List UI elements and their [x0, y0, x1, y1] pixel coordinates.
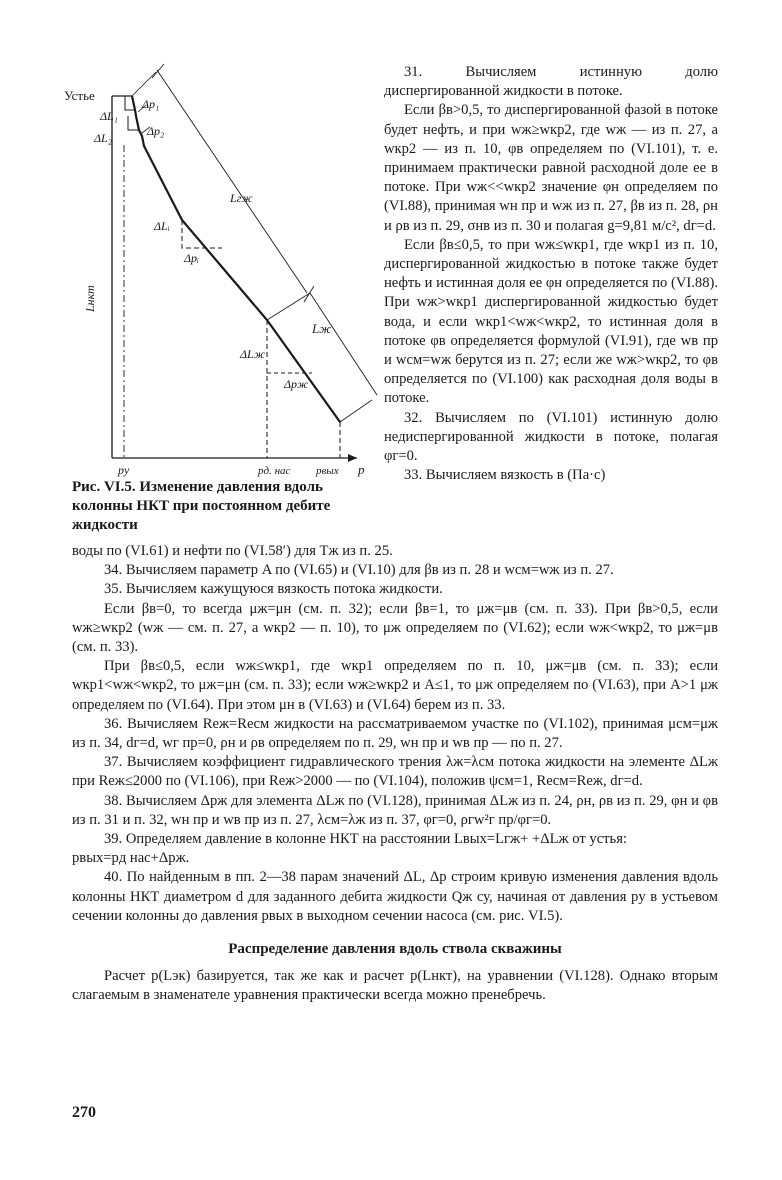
paragraph: Если βв≤0,5, то при wж≤wкр1, где wкр1 из п. 10, диспергированной жидкостью в потоке также будет нефть и истинная доля ее φн определяется по (VI.88). При wж>wкр1 диспергированной жидкостью будет вода, и если wкр1<wж<wкр2, то истинная доля в потоке φв определяется формулой (VI.91), где wв пр и wсм=wж берутся из п. 27; если же wж>wкр2, то φв определяется по (VI.100) как расходная доля воды в потоке.	[384, 236, 718, 407]
right-column-text	[384, 63, 718, 485]
paragraph: 37. Вычисляем коэффициент гидравлического трения λж=λсм потока жидкости на элементе ΔLж при Reж≤2000 по (VI.106), при Reж>2000 — по (VI.104), положив ψсм=1, Reсм=Reж, dг=d.	[72, 754, 718, 790]
paragraph: 32. Вычисляем по (VI.101) истинную долю недиспергированной жидкости в потоке, полагая φг=0.	[384, 409, 718, 465]
label-dp2: Δp₂	[147, 124, 165, 138]
label-pdnas: pд. нас	[258, 465, 291, 477]
label-lgzh: Lгж	[230, 191, 253, 205]
paragraph: 35. Вычисляем кажущуюся вязкость потока жидкости.	[104, 581, 443, 598]
pressure-curve	[132, 96, 340, 422]
label-top: Устье	[64, 88, 95, 103]
label-lnkt: Lнкт	[83, 285, 97, 312]
pressure-diagram-svg	[64, 50, 372, 477]
page-number: 270	[72, 1104, 96, 1121]
pressure-diagram-figure	[64, 50, 372, 477]
section-heading: Распределение давления вдоль ствола скважины	[228, 941, 562, 958]
label-dpzh: Δpж	[284, 377, 309, 391]
paragraph: Если βв=0, то всегда μж=μн (см. п. 32); если βв=1, то μж=μв (см. п. 33). При βв>0,5, если wж≥wкр2 (wж — см. п. 27, а wкр2 — п. 10), то μж определяем по (VI.62); если wж<wкр2, то μж=μв (см. п. 33).	[72, 600, 718, 656]
label-dlzh: ΔLж	[240, 347, 265, 361]
paragraph: 39. Определяем давление в колонне НКТ на расстоянии Lвых=Lгж+ +ΔLж от устья:	[104, 831, 627, 848]
paragraph: 36. Вычисляем Reж=Reсм жидкости на рассматриваемом участке по (VI.102), принимая μсм=μж из п. 34, dг=d, wг пр=0, ρн и ρв определяем по п. 29, wн пр и wв пр — по п. 27.	[72, 715, 718, 752]
formula-line: pвых=pд нас+Δpж.	[72, 850, 190, 867]
label-py: pу	[118, 463, 130, 477]
paragraph: Расчет p(Lэк) базируется, так же как и расчет p(Lнкт), на уравнении (VI.128). Однако вторым слагаемым в знаменателе уравнения практически всегда можно пренебречь.	[72, 968, 718, 1004]
paragraph: 33. Вычисляем вязкость в (Па·с)	[404, 467, 606, 484]
paragraph: воды по (VI.61) и нефти по (VI.58′) для Tж из п. 25.	[72, 543, 393, 559]
label-pvyh: pвых	[316, 465, 339, 477]
lgzh-dimension-line	[157, 70, 307, 293]
paragraph: 34. Вычисляем параметр A по (VI.65) и (VI.10) для βв из п. 28 и wсм=wж из п. 27.	[104, 562, 614, 579]
label-dpi: Δpᵢ	[184, 251, 199, 265]
full-width-text	[72, 542, 718, 1006]
lzh-dimension-line	[310, 293, 377, 395]
p-axis-arrow	[348, 454, 357, 462]
label-dl1: ΔL₁	[100, 109, 118, 123]
label-lzh: Lж	[312, 321, 332, 336]
paragraph: 40. По найденным в пп. 2—38 парам значений ΔL, Δp строим кривую изменения давления вдоль колонны НКТ диаметром d для заданного дебита жидкости Qж су, начиная от давления pу в устьевом сечении колонны до давления pвых в выходном сечении насоса (см. рис. VI.5).	[72, 869, 718, 924]
label-dli: ΔLᵢ	[154, 219, 170, 233]
label-dp1: Δp₁	[142, 97, 160, 111]
label-dl2: ΔL₂	[94, 131, 112, 145]
paragraph: При βв≤0,5, если wж≤wкр1, где wкр1 определяем по п. 10, μж=μв (см. п. 33); если wкр1<wж<wкр2, то μж=μн (см. п. 33); если wж≥wкр2 и A≤1, то μж определяем по (VI.63), при A>1 μж определяем по (VI.64). При этом μн в (VI.63) и (VI.64) берем из п. 33.	[72, 658, 718, 713]
paragraph: Если βв>0,5, то диспергированной фазой в потоке будет нефть, и при wж≥wкр2, где wж — из п. 27, а wкр2 — из п. 10, φв определяем по (VI.101), т. е. принимаем практически равной расходной доле ее в потоке. При wж<<wкр2 значение φн определяем по (VI.88), принимая wн пр и wж из п. 27, βв из п. 28, ρн и ρв из п. 29, σнв из п. 30 и полагая g=9,81 м/с², dг=d.	[384, 102, 718, 234]
figure-caption: Рис. VI.5. Изменение давления вдоль колонны НКТ при постоянном дебите жидкости	[72, 479, 331, 533]
label-p: p	[358, 462, 365, 477]
paragraph: 31. Вычисляем истинную долю диспергированной жидкости в потоке.	[384, 64, 718, 100]
paragraph: 38. Вычисляем Δpж для элемента ΔLж по (VI.128), принимая ΔLж из п. 24, ρн, ρв из п. 29, φн и φв из п. 31 и п. 32, wн пр и wв пр из п. 27, λсм=λж из п. 37, φг=0, ρгw²г пр/φг=0.	[72, 792, 718, 828]
